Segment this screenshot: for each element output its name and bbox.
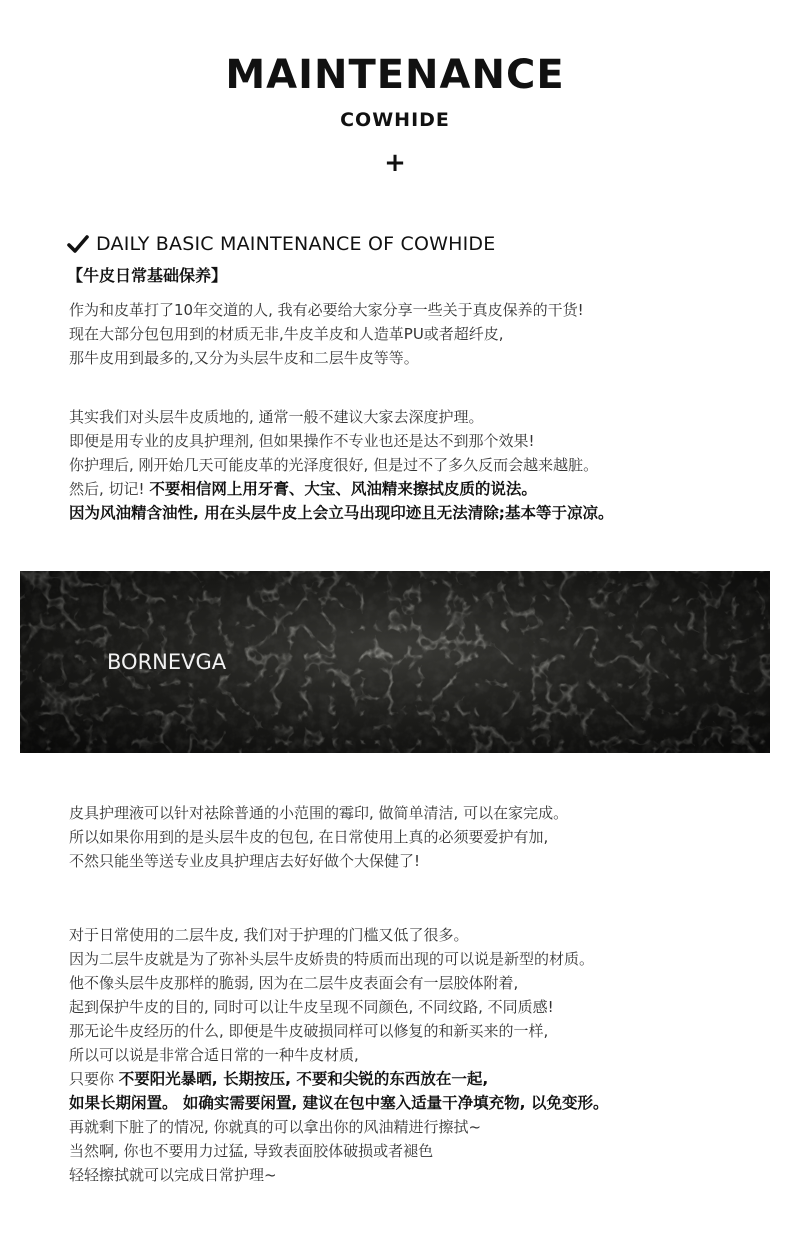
text-line: 当然啊, 你也不要用力过猛, 导致表面胶体破损或者褪色 (69, 1142, 434, 1160)
page-subtitle: COWHIDE (340, 109, 450, 131)
text-line: 轻轻擦拭就可以完成日常护理~ (69, 1166, 277, 1184)
section-heading (67, 230, 495, 258)
text-line: 你护理后, 刚开始几天可能皮革的光泽度很好, 但是过不了多久反而会越来越脏。 (69, 456, 599, 474)
text-fragment: 然后, 切记! (69, 480, 150, 498)
warning-text: 不要阳光暴晒, 长期按压, 不要和尖锐的东西放在一起, (118, 1070, 489, 1088)
text-line: 所以如果你用到的是头层牛皮的包包, 在日常使用上真的必须要爱护有加, (69, 828, 549, 846)
section-title-en: DAILY BASIC MAINTENANCE OF COWHIDE (96, 233, 496, 255)
text-line: 不然只能坐等送专业皮具护理店去好好做个大保健了! (69, 852, 421, 870)
text-line-mixed (69, 1067, 769, 1091)
warning-text: 因为风油精含油性, 用在头层牛皮上会立马出现印迹且无法清除;基本等于凉凉。 (69, 504, 614, 522)
paragraph-split-leather (69, 923, 769, 1187)
text-line: 再就剩下脏了的情况, 你就真的可以拿出你的风油精进行擦拭~ (69, 1118, 482, 1136)
text-line: 那无论牛皮经历的什么, 即便是牛皮破损同样可以修复的和新买来的一样, (69, 1022, 549, 1040)
text-line: 所以可以说是非常合适日常的一种牛皮材质, (69, 1046, 359, 1064)
text-line: 其实我们对头层牛皮质地的, 通常一般不建议大家去深度护理。 (69, 408, 484, 426)
paragraph-care-liquid (69, 801, 769, 873)
text-line: 作为和皮革打了10年交道的人, 我有必要给大家分享一些关于真皮保养的干货! (69, 301, 584, 319)
text-line: 现在大部分包包用到的材质无非,牛皮羊皮和人造革PU或者超纤皮, (69, 325, 504, 343)
section-title-cn: 【牛皮日常基础保养】 (67, 266, 228, 285)
warning-text: 不要相信网上用牙膏、大宝、风油精来擦拭皮质的说法。 (149, 480, 537, 498)
paragraph-topgrain-care (69, 405, 769, 525)
text-line: 他不像头层牛皮那样的脆弱, 因为在二层牛皮表面会有一层胶体附着, (69, 974, 519, 992)
text-line: 起到保护牛皮的目的, 同时可以让牛皮呈现不同颜色, 不同纹路, 不同质感! (69, 998, 554, 1016)
text-fragment: 只要你 (69, 1070, 119, 1088)
page-title: MAINTENANCE (225, 52, 565, 98)
plus-divider: + (384, 148, 406, 178)
text-line: 那牛皮用到最多的,又分为头层牛皮和二层牛皮等等。 (69, 349, 419, 367)
paragraph-intro (69, 298, 769, 370)
warning-text: 如果长期闲置。 如确实需要闲置, 建议在包中塞入适量干净填充物, 以免变形。 (69, 1094, 609, 1112)
check-icon (67, 233, 89, 255)
text-line: 对于日常使用的二层牛皮, 我们对于护理的门槛又低了很多。 (69, 926, 469, 944)
text-line: 即便是用专业的皮具护理剂, 但如果操作不专业也还是达不到那个效果! (69, 432, 535, 450)
text-line-mixed (69, 477, 769, 501)
text-line: 皮具护理液可以针对祛除普通的小范围的霉印, 做简单清洁, 可以在家完成。 (69, 804, 569, 822)
text-line: 因为二层牛皮就是为了弥补头层牛皮娇贵的特质而出现的可以说是新型的材质。 (69, 950, 595, 968)
leather-banner (20, 571, 770, 753)
brand-logo: BORNEVGA (107, 650, 227, 674)
